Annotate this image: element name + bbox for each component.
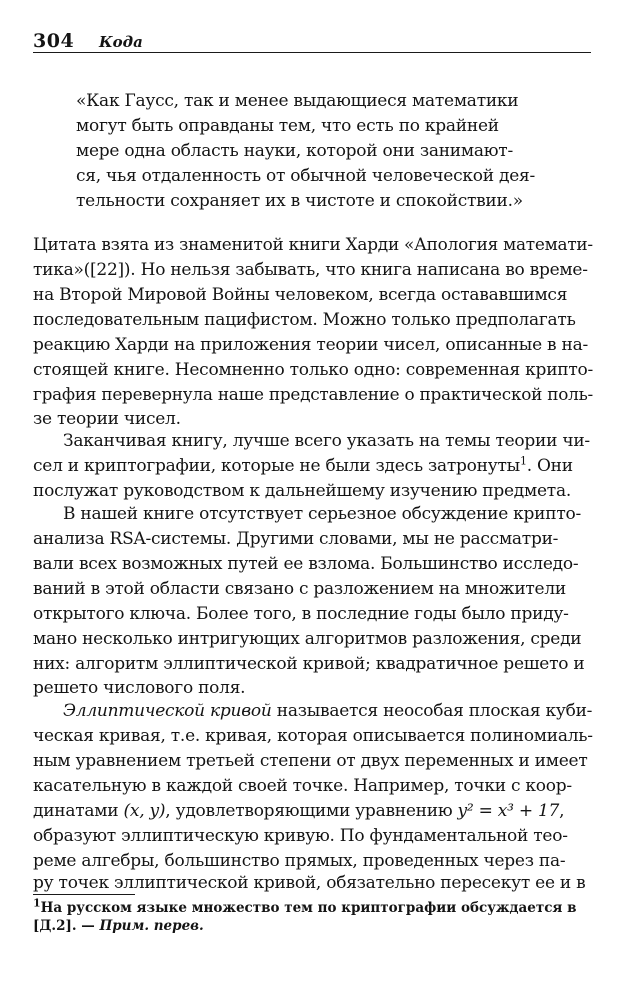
quote-line: ся, чья отдаленность от обычной человеческой дея-	[76, 166, 535, 186]
header-rule	[33, 52, 591, 53]
math-coordinates: (x, y)	[123, 801, 166, 821]
text-line: анализа RSA-системы. Другими словами, мы не рассматри-	[33, 529, 559, 549]
footnote-line	[33, 896, 577, 917]
text-line: касательную в каждой своей точке. Например, точки с коор-	[33, 776, 572, 796]
quote-line: мере одна область науки, которой они занимают-	[76, 141, 513, 161]
text-line: решето числового поля.	[33, 678, 246, 698]
text-line	[33, 456, 573, 476]
text-line: последовательным пацифистом. Можно только предполагать	[33, 310, 576, 330]
footnote-line	[33, 918, 204, 935]
footnote-rule	[33, 894, 135, 895]
text-line: Цитата взята из знаменитой книги Харди «Апология математи-	[33, 235, 593, 255]
math-equation: y² = x³ + 17	[457, 801, 560, 821]
text-span: сел и криптографии, которые не были здесь затронуты	[33, 456, 520, 476]
text-span: . Они	[526, 456, 573, 476]
text-line: реакцию Харди на приложения теории чисел, описанные в на-	[33, 335, 588, 355]
text-line: ным уравнением третьей степени от двух переменных и имеет	[33, 751, 588, 771]
footnote-reference: [Д.2]. —	[33, 918, 100, 934]
text-line: на Второй Мировой Войны человеком, всегда остававшимся	[33, 285, 568, 305]
text-line: образуют эллиптическую кривую. По фундаментальной тео-	[33, 826, 568, 846]
quote-line: тельности сохраняет их в чистоте и спокойствии.»	[76, 191, 523, 211]
text-line: ваний в этой области связано с разложением на множители	[33, 579, 566, 599]
text-span: , удовлетворяющими уравнению	[165, 801, 458, 821]
text-span: называется неособая плоская куби-	[271, 701, 593, 721]
text-line: ческая кривая, т.е. кривая, которая описывается полиномиаль-	[33, 726, 593, 746]
text-line: Заканчивая книгу, лучше всего указать на темы теории чи-	[63, 431, 590, 451]
text-line: послужат руководством к дальнейшему изучению предмета.	[33, 481, 571, 501]
text-line: мано несколько интригующих алгоритмов разложения, среди	[33, 629, 582, 649]
running-head: Кода	[99, 33, 143, 51]
text-line: вали всех возможных путей ее взлома. Большинство исследо-	[33, 554, 579, 574]
text-line: ру точек эллиптической кривой, обязательно пересекут ее и в	[33, 873, 586, 893]
text-line	[33, 801, 564, 821]
text-line: тика»([22]). Но нельзя забывать, что книга написана во време-	[33, 260, 588, 280]
translator-note: Прим. перев.	[99, 918, 204, 934]
text-line: реме алгебры, большинство прямых, проведенных через па-	[33, 851, 566, 871]
text-line	[63, 701, 592, 721]
text-line: открытого ключа. Более того, в последние годы было приду-	[33, 604, 569, 624]
text-line: В нашей книге отсутствует серьезное обсуждение крипто-	[63, 504, 581, 524]
footnote-marker: 1	[33, 896, 41, 910]
text-line: графия перевернула наше представление о практической поль-	[33, 385, 593, 405]
text-line: них: алгоритм эллиптической кривой; квадратичное решето и	[33, 654, 585, 674]
footnote-text: На русском языке множество тем по криптографии обсуждается в	[40, 900, 577, 916]
text-span: динатами	[33, 801, 124, 821]
footnote-ref: 1	[519, 454, 527, 468]
quote-line: могут быть оправданы тем, что есть по крайней	[76, 116, 499, 136]
defined-term: Эллиптической кривой	[63, 701, 272, 721]
text-line: зе теории чисел.	[33, 409, 181, 429]
page-number: 304	[33, 30, 75, 52]
text-span: ,	[559, 801, 565, 821]
page-header	[33, 30, 591, 54]
text-line: стоящей книге. Несомненно только одно: современная крипто-	[33, 360, 593, 380]
quote-line: «Как Гаусс, так и менее выдающиеся математики	[76, 91, 519, 111]
